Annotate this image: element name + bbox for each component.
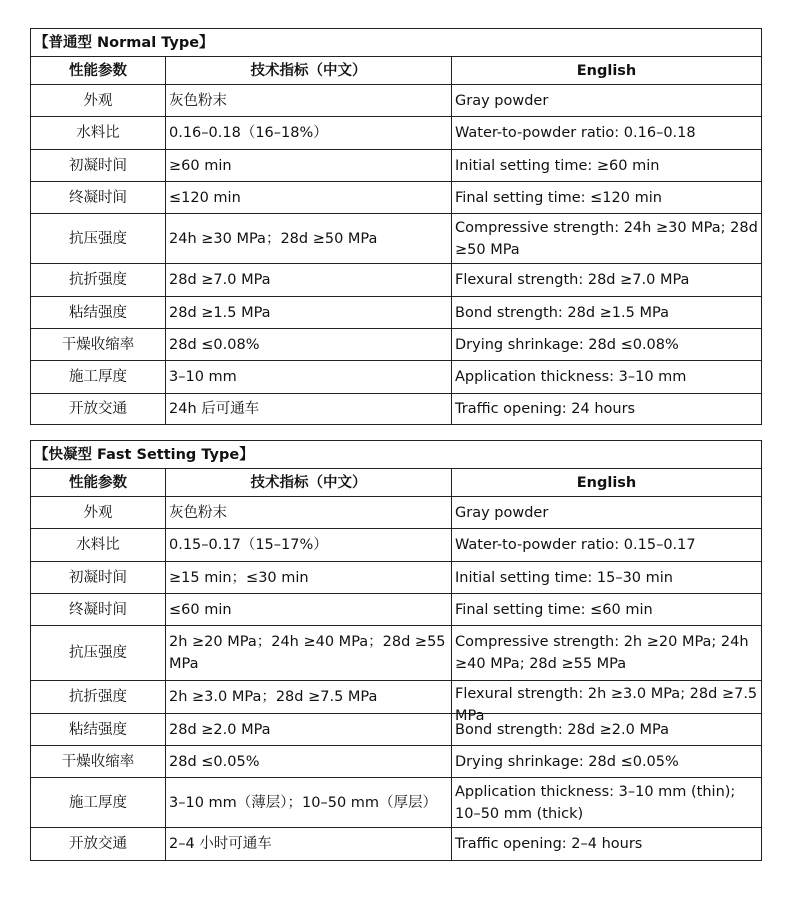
param-cell: 开放交通 xyxy=(31,828,166,861)
header-param: 性能参数 xyxy=(31,57,166,85)
table-row xyxy=(31,714,762,746)
zh-value-cell: 0.16–0.18（16–18%） xyxy=(166,117,452,150)
en-value-cell: Compressive strength: 2h ≥20 MPa; 24h ≥40 MPa; 28d ≥55 MPa xyxy=(452,626,762,681)
table-row xyxy=(31,626,762,681)
zh-value-cell: 28d ≤0.05% xyxy=(166,746,452,778)
zh-value-cell: ≤120 min xyxy=(166,182,452,214)
en-value-cell: Compressive strength: 24h ≥30 MPa; 28d ≥50 MPa xyxy=(452,214,762,264)
zh-value-cell: 灰色粉末 xyxy=(166,85,452,117)
table-row xyxy=(31,329,762,361)
header-chinese: 技术指标（中文） xyxy=(166,57,452,85)
table-row xyxy=(31,497,762,529)
table-row xyxy=(31,264,762,297)
table-row xyxy=(31,150,762,182)
zh-value-cell: 24h 后可通车 xyxy=(166,394,452,425)
header-chinese: 技术指标（中文） xyxy=(166,469,452,497)
header-english: English xyxy=(452,57,762,85)
param-cell: 开放交通 xyxy=(31,394,166,425)
zh-value-cell: ≤60 min xyxy=(166,594,452,626)
en-value-cell: Drying shrinkage: 28d ≤0.05% xyxy=(452,746,762,778)
en-value-cell: Water-to-powder ratio: 0.15–0.17 xyxy=(452,529,762,562)
param-cell: 终凝时间 xyxy=(31,182,166,214)
en-value-cell: Initial setting time: ≥60 min xyxy=(452,150,762,182)
zh-value-cell: ≥60 min xyxy=(166,150,452,182)
en-value-cell: Flexural strength: 28d ≥7.0 MPa xyxy=(452,264,762,297)
param-cell: 水料比 xyxy=(31,529,166,562)
param-cell: 抗折强度 xyxy=(31,264,166,297)
zh-value-cell: 2h ≥20 MPa；24h ≥40 MPa；28d ≥55 MPa xyxy=(166,626,452,681)
en-value-cell: Gray powder xyxy=(452,85,762,117)
table-row xyxy=(31,214,762,264)
param-cell: 施工厚度 xyxy=(31,361,166,394)
en-value-cell: Gray powder xyxy=(452,497,762,529)
param-cell: 终凝时间 xyxy=(31,594,166,626)
table-row xyxy=(31,681,762,714)
en-value-cell: Drying shrinkage: 28d ≤0.08% xyxy=(452,329,762,361)
zh-value-cell: ≥15 min；≤30 min xyxy=(166,562,452,594)
normal-type-table xyxy=(30,28,762,425)
param-cell: 干燥收缩率 xyxy=(31,746,166,778)
en-value-cell: Bond strength: 28d ≥2.0 MPa xyxy=(452,714,762,746)
en-value-cell: Initial setting time: 15–30 min xyxy=(452,562,762,594)
zh-value-cell: 0.15–0.17（15–17%） xyxy=(166,529,452,562)
table-row xyxy=(31,394,762,425)
param-cell: 抗压强度 xyxy=(31,214,166,264)
zh-value-cell: 28d ≥7.0 MPa xyxy=(166,264,452,297)
zh-value-cell: 3–10 mm（薄层）；10–50 mm（厚层） xyxy=(166,778,452,828)
fast-setting-type-table xyxy=(30,440,762,861)
en-value-cell: Traffic opening: 2–4 hours xyxy=(452,828,762,861)
table-row xyxy=(31,182,762,214)
param-cell: 粘结强度 xyxy=(31,297,166,329)
zh-value-cell: 灰色粉末 xyxy=(166,497,452,529)
zh-value-cell: 2–4 小时可通车 xyxy=(166,828,452,861)
param-cell: 水料比 xyxy=(31,117,166,150)
param-cell: 抗压强度 xyxy=(31,626,166,681)
en-value-cell: Bond strength: 28d ≥1.5 MPa xyxy=(452,297,762,329)
section-title: 【快凝型 Fast Setting Type】 xyxy=(31,441,762,469)
en-value-cell: Application thickness: 3–10 mm xyxy=(452,361,762,394)
en-value-cell: Water-to-powder ratio: 0.16–0.18 xyxy=(452,117,762,150)
table-row xyxy=(31,746,762,778)
zh-value-cell: 28d ≤0.08% xyxy=(166,329,452,361)
param-cell: 初凝时间 xyxy=(31,562,166,594)
table-row xyxy=(31,562,762,594)
en-value-cell: Flexural strength: 2h ≥3.0 MPa; 28d ≥7.5 MPa xyxy=(455,686,758,724)
table-row xyxy=(31,117,762,150)
header-row xyxy=(31,57,762,85)
param-cell: 初凝时间 xyxy=(31,150,166,182)
param-cell: 粘结强度 xyxy=(31,714,166,746)
param-cell: 外观 xyxy=(31,85,166,117)
section-title: 【普通型 Normal Type】 xyxy=(31,29,762,57)
header-param: 性能参数 xyxy=(31,469,166,497)
table-row xyxy=(31,361,762,394)
zh-value-cell: 28d ≥2.0 MPa xyxy=(166,714,452,746)
param-cell: 干燥收缩率 xyxy=(31,329,166,361)
header-row xyxy=(31,469,762,497)
zh-value-cell: 2h ≥3.0 MPa；28d ≥7.5 MPa xyxy=(166,681,452,714)
table-row xyxy=(31,828,762,861)
header-english: English xyxy=(452,469,762,497)
param-cell: 外观 xyxy=(31,497,166,529)
en-value-cell: Traffic opening: 24 hours xyxy=(452,394,762,425)
table-row xyxy=(31,778,762,828)
zh-value-cell: 24h ≥30 MPa；28d ≥50 MPa xyxy=(166,214,452,264)
param-cell: 抗折强度 xyxy=(31,681,166,714)
en-value-cell: Final setting time: ≤120 min xyxy=(452,182,762,214)
en-value-cell: Final setting time: ≤60 min xyxy=(452,594,762,626)
param-cell: 施工厚度 xyxy=(31,778,166,828)
en-value-cell: Application thickness: 3–10 mm (thin); 10–50 mm (thick) xyxy=(452,778,762,828)
table-row xyxy=(31,594,762,626)
table-row xyxy=(31,85,762,117)
zh-value-cell: 28d ≥1.5 MPa xyxy=(166,297,452,329)
table-row xyxy=(31,297,762,329)
table-row xyxy=(31,529,762,562)
zh-value-cell: 3–10 mm xyxy=(166,361,452,394)
